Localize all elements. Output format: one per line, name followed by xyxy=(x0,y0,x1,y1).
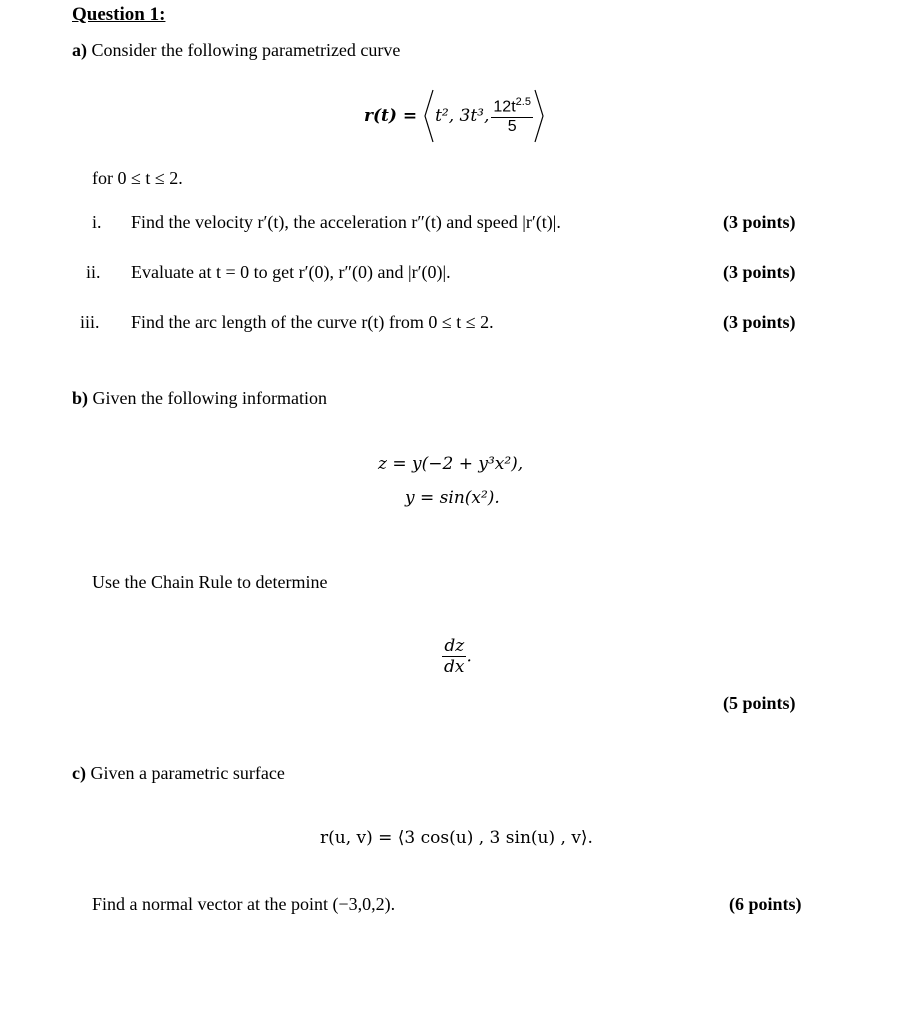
curve-equation xyxy=(364,86,545,146)
curve-equation-components: t², 3t³, xyxy=(435,106,490,126)
curve-equation-lhs: r(t) = xyxy=(364,106,418,126)
fraction-denominator: 5 xyxy=(507,117,517,135)
left-angle-bracket-icon xyxy=(423,88,435,144)
part-b-equation-2: y = sin(x²). xyxy=(405,488,500,508)
item-ii-points: (3 points) xyxy=(723,262,796,282)
part-a-label: a) xyxy=(72,40,87,60)
item-i-roman: i. xyxy=(92,212,102,232)
surface-equation: r(u, v) = ⟨3 cos(u) , 3 sin(u) , v⟩. xyxy=(320,828,593,848)
item-i-points: (3 points) xyxy=(723,212,796,232)
part-b-equation-1: z = y(−2 + y³x²), xyxy=(378,454,524,474)
derivative-denominator: dx xyxy=(444,657,465,677)
part-a-intro xyxy=(72,40,400,61)
part-b-label: b) xyxy=(72,388,89,408)
part-b-instruction: Use the Chain Rule to determine xyxy=(92,572,328,592)
fraction-numerator-base: 12t xyxy=(493,98,516,116)
item-ii-roman: ii. xyxy=(86,262,101,282)
item-ii-text: Evaluate at t = 0 to get r′(0), r″(0) and |r′(0)|. xyxy=(131,262,451,282)
item-iii-text: Find the arc length of the curve r(t) from 0 ≤ t ≤ 2. xyxy=(131,312,494,332)
fraction-numerator xyxy=(491,96,533,116)
question-title: Question 1: xyxy=(72,4,166,25)
part-b-intro xyxy=(72,388,327,409)
curve-domain: for 0 ≤ t ≤ 2. xyxy=(92,168,183,188)
part-c-label: c) xyxy=(72,763,86,783)
derivative-numerator: dz xyxy=(444,636,465,656)
part-b-points: (5 points) xyxy=(723,693,796,713)
part-c-intro xyxy=(72,763,285,784)
fraction-numerator-exponent: 2.5 xyxy=(515,96,531,109)
part-c-intro-text: Given a parametric surface xyxy=(90,763,285,783)
part-a-intro-text: Consider the following parametrized curve xyxy=(91,40,401,60)
right-angle-bracket-icon xyxy=(533,88,545,144)
derivative-punctuation: . xyxy=(466,646,472,667)
curve-equation-fraction xyxy=(491,96,533,135)
item-iii-points: (3 points) xyxy=(723,312,796,332)
part-b-intro-text: Given the following information xyxy=(92,388,327,408)
item-iii-roman: iii. xyxy=(80,312,100,332)
item-i-text: Find the velocity r′(t), the acceleration r″(t) and speed |r′(t)|. xyxy=(131,212,561,232)
part-c-instruction: Find a normal vector at the point (−3,0,2). xyxy=(92,894,396,914)
part-c-points: (6 points) xyxy=(729,894,802,914)
derivative-dz-dx xyxy=(442,636,472,677)
